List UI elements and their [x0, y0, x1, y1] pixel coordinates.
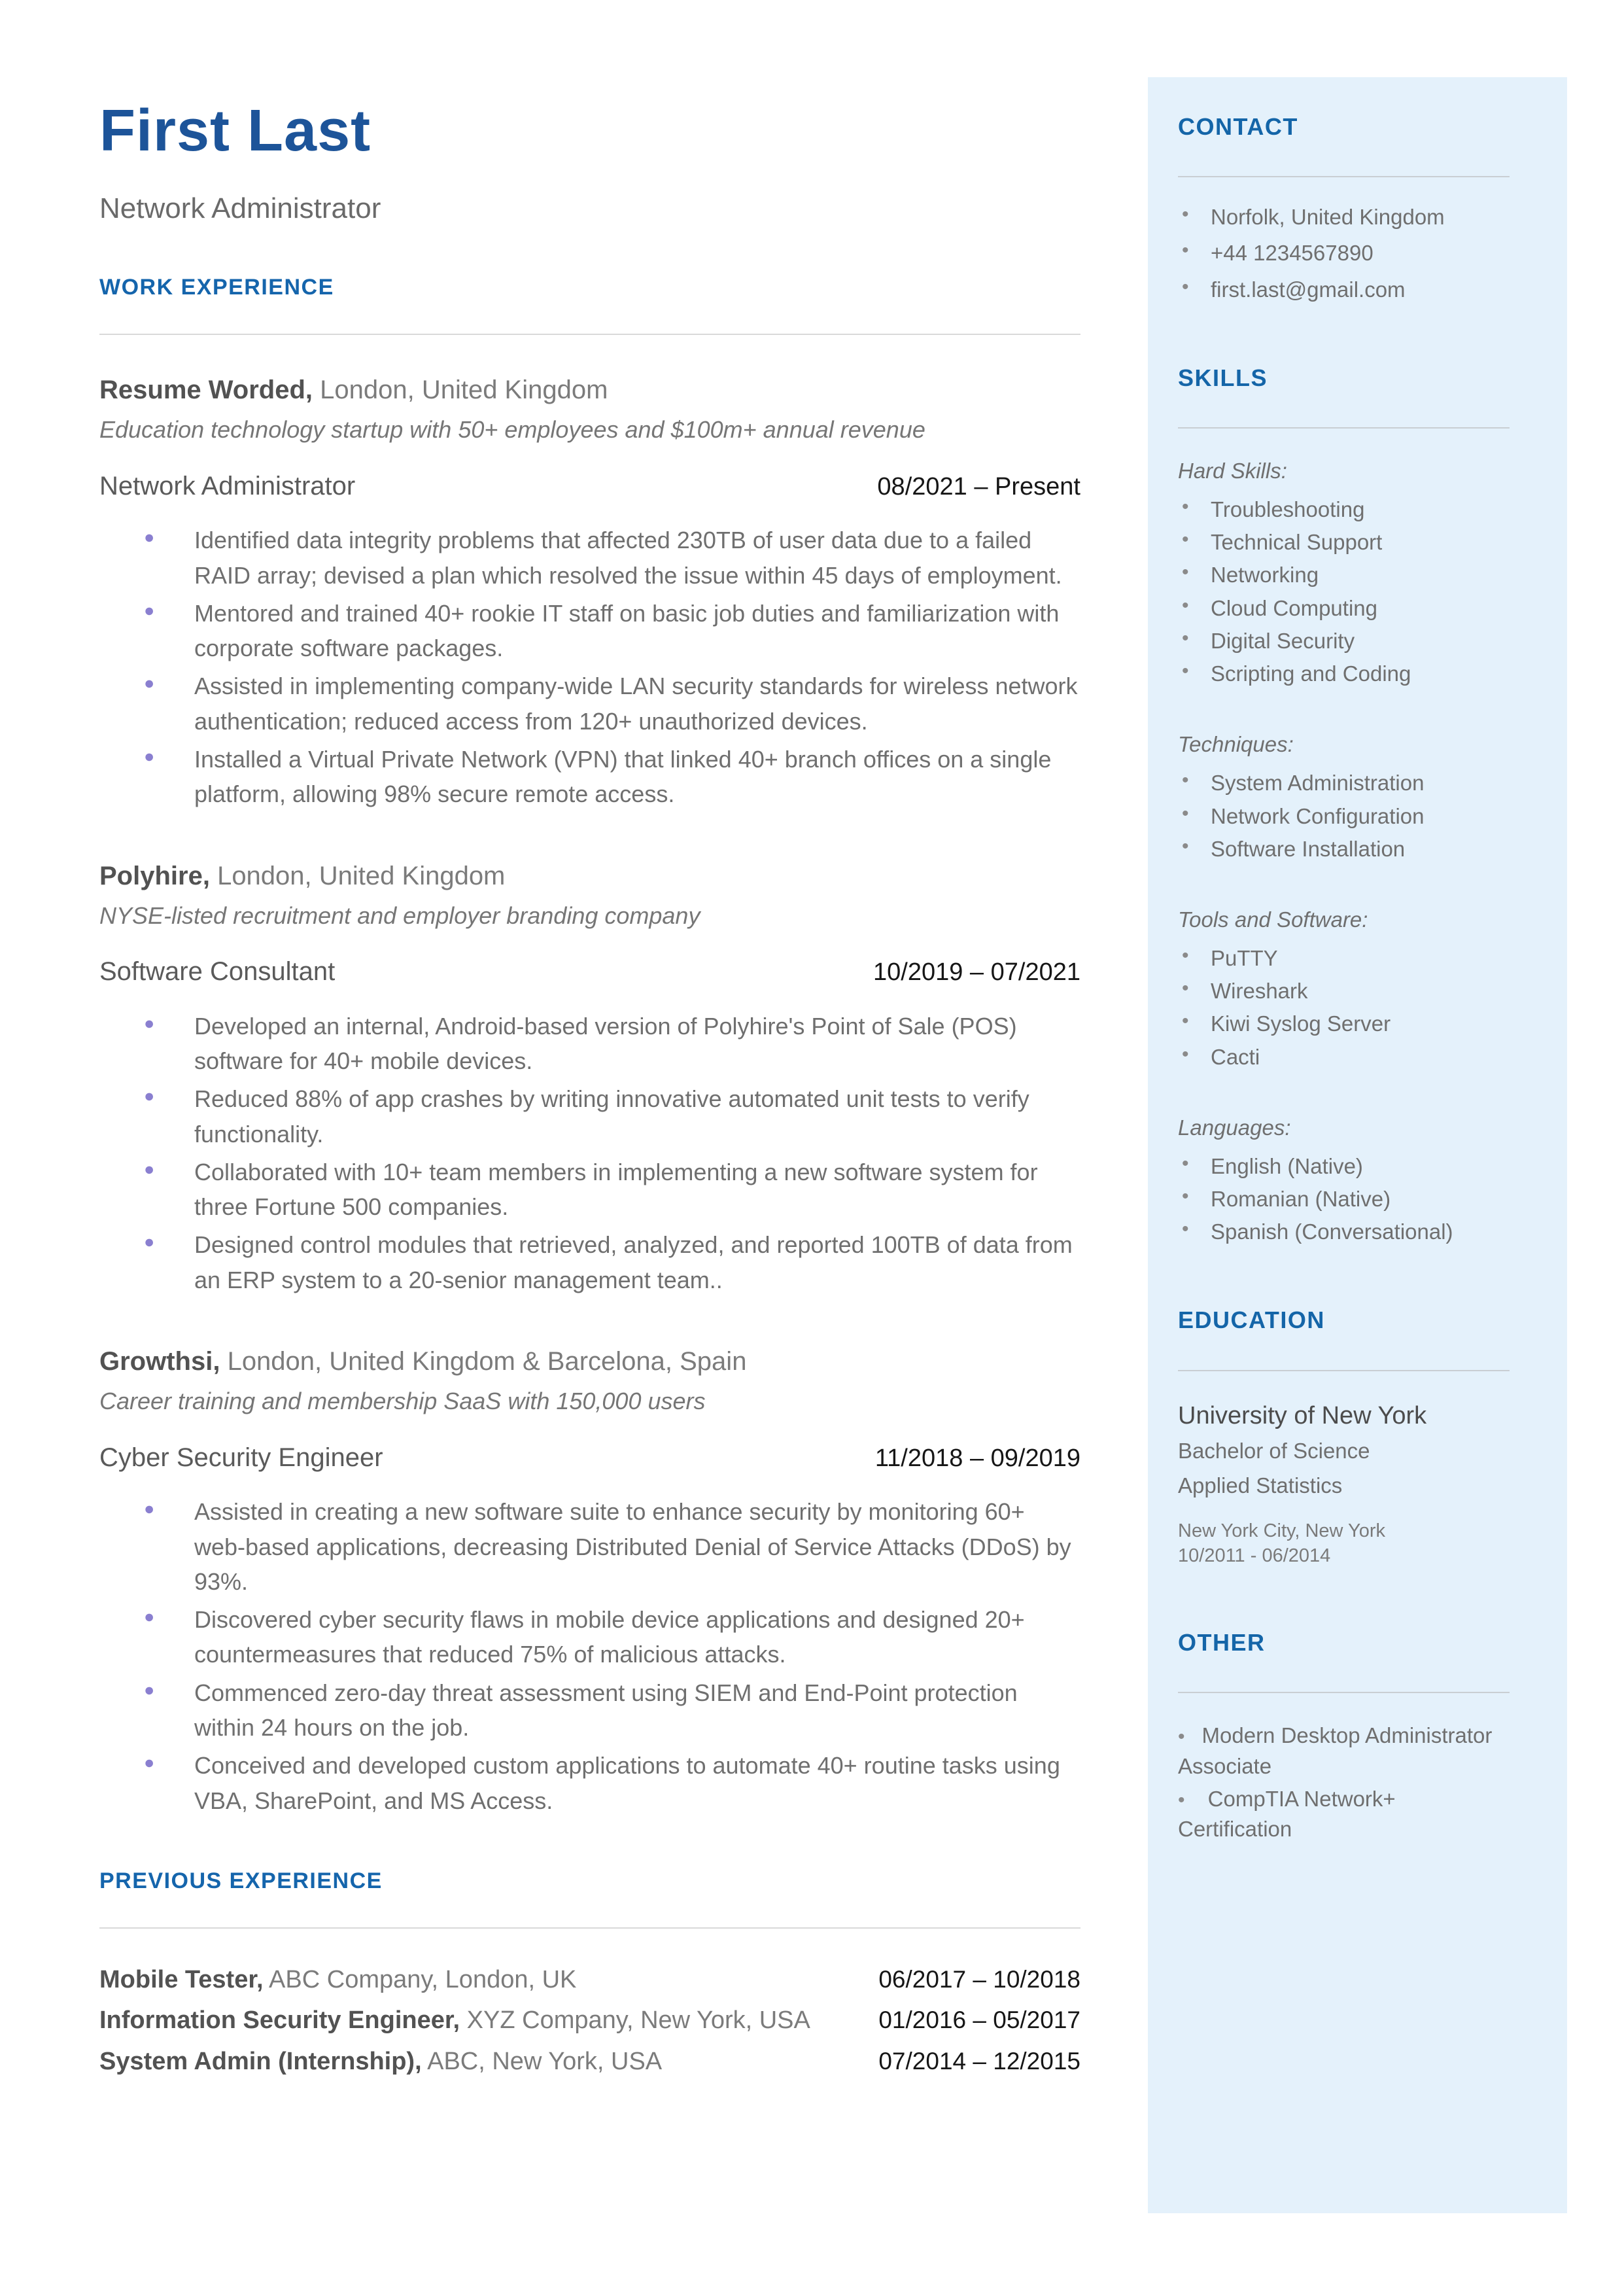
- company-description: Education technology startup with 50+ employees and $100m+ annual revenue: [99, 415, 925, 443]
- bullet-item: ● Commenced zero-day threat assessment using SIEM and End-Point protection within 24 hours on the job.: [99, 1675, 1080, 1745]
- previous-role-row: [99, 2006, 1080, 2036]
- person-job-title: Network Administrator: [99, 192, 381, 224]
- skills-group-label: Techniques:: [1178, 732, 1294, 757]
- bullet-item: ● Installed a Virtual Private Network (VPN) that linked 40+ branch offices on a single platform, allowing 98% secure remote access.: [99, 742, 1080, 812]
- company-line: [99, 1346, 1080, 1377]
- contact-list: [1178, 203, 1510, 304]
- skill-item: • Digital Security: [1178, 627, 1510, 655]
- role-dates: 11/2018 – 09/2019: [874, 1444, 1080, 1472]
- skills-list: [1178, 1153, 1510, 1246]
- company-description: Career training and membership SaaS with 150,000 users: [99, 1388, 706, 1415]
- skills-list: [1178, 769, 1510, 863]
- skill-item: • Software Installation: [1178, 835, 1510, 863]
- role-row: [99, 1442, 1080, 1474]
- company-location: London, United Kingdom: [313, 375, 608, 404]
- sidebar-title-other: OTHER: [1178, 1629, 1266, 1656]
- role-row: [99, 470, 1080, 502]
- role-title: Software Consultant: [99, 957, 336, 987]
- bullet-item: ● Assisted in creating a new software suite to enhance security by monitoring 60+ web-based applications, decreasing Distributed Denial of Service Attacks (DDoS) by 93%.: [99, 1494, 1080, 1599]
- job-bullet-list: [99, 523, 1080, 811]
- skill-item: • System Administration: [1178, 769, 1510, 797]
- skills-group-techniques: [1178, 731, 1510, 863]
- skills-group-tools: [1178, 906, 1510, 1071]
- education-major: Applied Statistics: [1178, 1473, 1343, 1498]
- previous-role-company: ABC Company, London, UK: [263, 1965, 577, 1993]
- role-title: Cyber Security Engineer: [99, 1443, 383, 1472]
- person-name: First Last: [99, 98, 371, 164]
- contact-phone: • +44 1234567890: [1178, 239, 1510, 267]
- previous-role-line: [99, 1965, 576, 1995]
- company-location: London, United Kingdom: [209, 861, 506, 890]
- education-entry: [1178, 1400, 1510, 1569]
- company-location: London, United Kingdom & Barcelona, Spain: [220, 1347, 747, 1376]
- previous-role-title: System Admin (Internship),: [99, 2047, 422, 2075]
- skill-item: • Networking: [1178, 561, 1510, 589]
- company-description: NYSE-listed recruitment and employer branding company: [99, 902, 700, 929]
- previous-role-title: Information Security Engineer,: [99, 2006, 460, 2035]
- role-dates: 10/2019 – 07/2021: [873, 958, 1080, 987]
- contact-location: • Norfolk, United Kingdom: [1178, 203, 1510, 231]
- divider: [1178, 1692, 1510, 1693]
- skill-item: • Cacti: [1178, 1043, 1510, 1071]
- previous-experience-list: [99, 1965, 1080, 2077]
- section-title-previous-experience: PREVIOUS EXPERIENCE: [99, 1868, 383, 1893]
- previous-role-company: ABC, New York, USA: [421, 2047, 663, 2075]
- company-line: [99, 860, 1080, 892]
- sidebar-title-education: EDUCATION: [1178, 1306, 1325, 1334]
- sidebar: [1148, 77, 1567, 2213]
- language-item: • English (Native): [1178, 1153, 1510, 1180]
- previous-role-row: [99, 2047, 1080, 2077]
- education-degree: Bachelor of Science: [1178, 1438, 1370, 1463]
- divider: [99, 1927, 1080, 1929]
- bullet-item: ● Developed an internal, Android-based version of Polyhire's Point of Sale (POS) software for 40+ mobile devices.: [99, 1009, 1080, 1079]
- skill-item: • Network Configuration: [1178, 803, 1510, 830]
- divider: [1178, 427, 1510, 429]
- previous-role-company: XYZ Company, New York, USA: [460, 2006, 810, 2035]
- language-item: • Spanish (Conversational): [1178, 1218, 1510, 1246]
- skill-item: • Technical Support: [1178, 529, 1510, 556]
- job-entry-growthsi: [99, 1346, 1080, 1818]
- skill-item: • Scripting and Coding: [1178, 660, 1510, 688]
- bullet-item: ● Mentored and trained 40+ rookie IT staff on basic job duties and familiarization with corporate software packages.: [99, 596, 1080, 666]
- previous-role-dates: 07/2014 – 12/2015: [878, 2047, 1080, 2075]
- bullet-item: ● Designed control modules that retrieved, analyzed, and reported 100TB of data from an ERP system to a 20-senior management team..: [99, 1227, 1080, 1297]
- skill-item: • Troubleshooting: [1178, 496, 1510, 523]
- certification-item: • CompTIA Network+ Certification: [1178, 1784, 1510, 1844]
- skills-group-languages: [1178, 1114, 1510, 1246]
- skill-item: • PuTTY: [1178, 945, 1510, 972]
- sidebar-title-skills: SKILLS: [1178, 364, 1268, 391]
- previous-role-dates: 06/2017 – 10/2018: [878, 1965, 1080, 1993]
- job-entry-polyhire: [99, 860, 1080, 1298]
- certification-item: • Modern Desktop Administrator Associate: [1178, 1721, 1510, 1781]
- role-row: [99, 956, 1080, 988]
- contact-email: • first.last@gmail.com: [1178, 276, 1510, 304]
- skills-group-label: Tools and Software:: [1178, 907, 1368, 932]
- language-item: • Romanian (Native): [1178, 1185, 1510, 1213]
- skills-list: [1178, 945, 1510, 1071]
- previous-role-line: [99, 2047, 662, 2077]
- skills-group-label: Languages:: [1178, 1115, 1291, 1140]
- company-name: Growthsi,: [99, 1347, 220, 1376]
- previous-role-line: [99, 2006, 810, 2036]
- job-bullet-list: [99, 1009, 1080, 1297]
- main-column: [99, 0, 1080, 2076]
- role-dates: 08/2021 – Present: [877, 472, 1080, 500]
- job-bullet-list: [99, 1494, 1080, 1817]
- divider: [99, 334, 1080, 335]
- company-name: Resume Worded,: [99, 375, 313, 404]
- bullet-item: ● Assisted in implementing company-wide LAN security standards for wireless network authentication; reduced access from 120+ unauthorized devices.: [99, 669, 1080, 739]
- job-entry-resume-worded: [99, 374, 1080, 812]
- bullet-item: ● Conceived and developed custom applications to automate 40+ routine tasks using VBA, SharePoint, and MS Access.: [99, 1748, 1080, 1818]
- skills-group-hard-skills: [1178, 457, 1510, 688]
- previous-role-title: Mobile Tester,: [99, 1965, 264, 1993]
- skills-list: [1178, 496, 1510, 688]
- education-dates: 10/2011 - 06/2014: [1178, 1545, 1331, 1566]
- skill-item: • Kiwi Syslog Server: [1178, 1010, 1510, 1038]
- company-name: Polyhire,: [99, 861, 210, 890]
- role-title: Network Administrator: [99, 471, 356, 500]
- divider: [1178, 176, 1510, 177]
- bullet-item: ● Identified data integrity problems that affected 230TB of user data due to a failed RAID array; devised a plan which resolved the issue within 45 days of employment.: [99, 523, 1080, 593]
- skill-item: • Cloud Computing: [1178, 595, 1510, 622]
- skill-item: • Wireshark: [1178, 977, 1510, 1005]
- education-location: New York City, New York: [1178, 1520, 1385, 1541]
- company-line: [99, 374, 1080, 406]
- bullet-item: ● Collaborated with 10+ team members in implementing a new software system for three Fortune 500 companies.: [99, 1155, 1080, 1225]
- divider: [1178, 1370, 1510, 1371]
- previous-role-row: [99, 1965, 1080, 1995]
- bullet-item: ● Discovered cyber security flaws in mobile device applications and designed 20+ countermeasures that reduced 75% of malicious attacks.: [99, 1602, 1080, 1672]
- other-list: [1178, 1721, 1510, 1844]
- skills-group-label: Hard Skills:: [1178, 459, 1287, 483]
- previous-role-dates: 01/2016 – 05/2017: [878, 2006, 1080, 2034]
- sidebar-title-contact: CONTACT: [1178, 113, 1298, 140]
- bullet-item: ● Reduced 88% of app crashes by writing innovative automated unit tests to verify functionality.: [99, 1081, 1080, 1151]
- education-school: University of New York: [1178, 1401, 1427, 1429]
- section-title-work-experience: WORK EXPERIENCE: [99, 275, 334, 300]
